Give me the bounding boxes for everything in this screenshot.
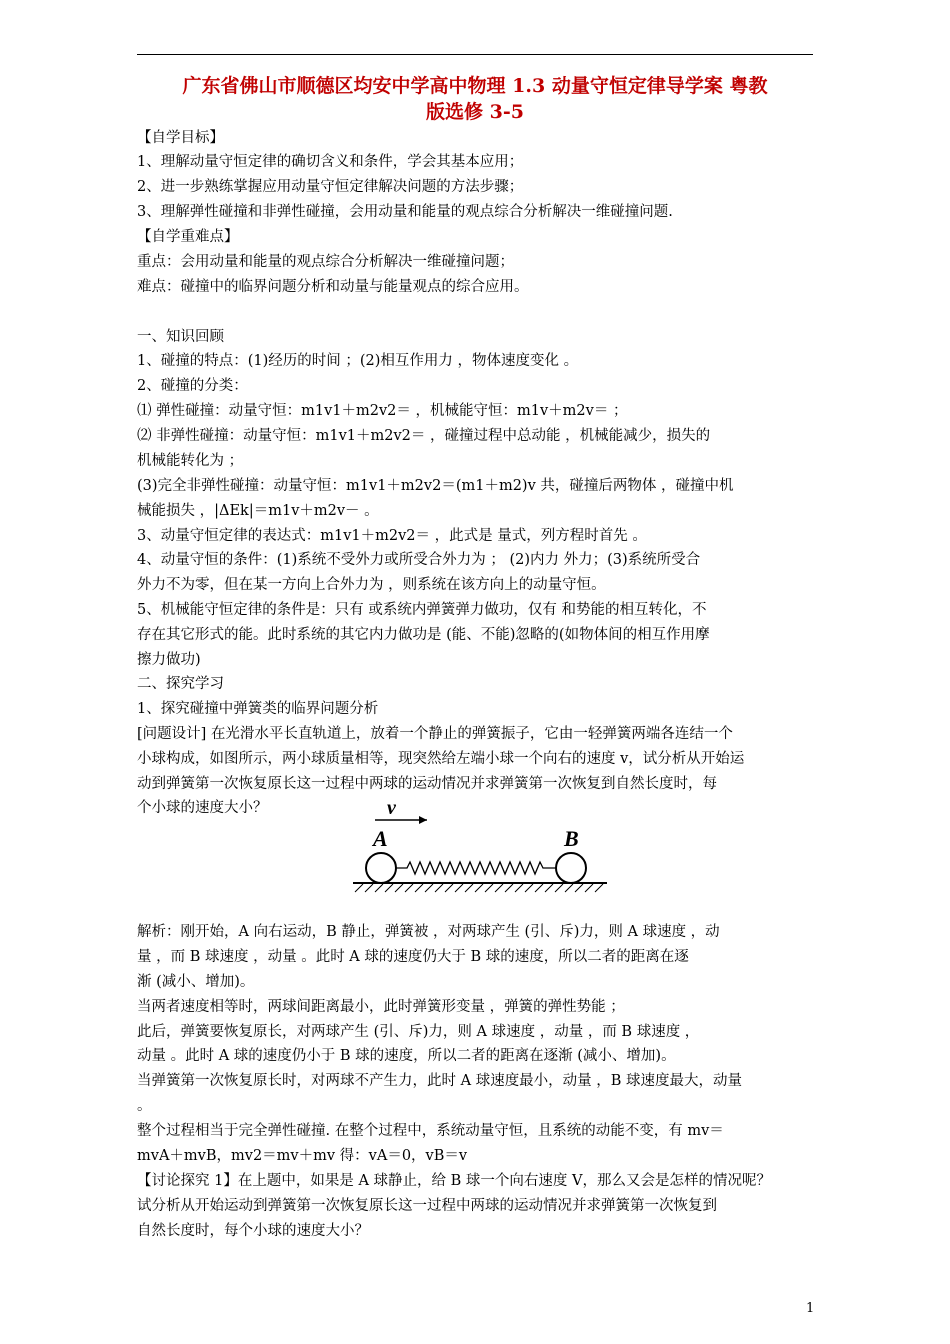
analysis-1: 解析：刚开始，A 向右运动，B 静止，弹簧被 ，对两球产生 (引、斥)力，则 A 球速度 ，动 [137, 924, 720, 940]
review-2-1: ⑴ 弹性碰撞：动量守恒：m1v1＋m2v2＝ ，机械能守恒：m1v＋m2v＝ ； [137, 403, 628, 419]
problem-line-1: [问题设计] 在光滑水平长直轨道上，放着一个静止的弹簧振子，它由一轻弹簧两端各连结一个 [137, 726, 733, 742]
spring-oscillator-figure [345, 796, 615, 896]
summary-2: mvA＋mvB，mv2＝mv＋mv 得：vA＝0，vB＝v [137, 1148, 468, 1164]
review-1: 1、碰撞的特点：(1)经历的时间 ；(2)相互作用力 ，物体速度变化 。 [137, 353, 579, 369]
ball-b [556, 853, 586, 883]
title-line-2: 版选修 3-5 [426, 101, 524, 123]
review-2-3a: (3)完全非弹性碰撞：动量守恒：m1v1＋m2v2＝(m1＋m2)v 共，碰撞后两物体 ，碰撞中机 [137, 478, 734, 494]
goal-2: 2、进一步熟练掌握应用动量守恒定律解决问题的方法步骤； [137, 179, 524, 195]
problem-line-3: 动到弹簧第一次恢复原长这一过程中两球的运动情况并求弹簧第一次恢复到自然长度时，每 [137, 776, 717, 792]
analysis-5: 此后，弹簧要恢复原长，对两球产生 (引、斥)力，则 A 球速度 ，动量 ，而 B 球速度 ， [137, 1024, 700, 1040]
ball-a [366, 853, 396, 883]
review-2-2a: ⑵ 非弹性碰撞：动量守恒：m1v1＋m2v2＝ ，碰撞过程中总动能 ，机械能减少，损失的 [137, 428, 711, 444]
review-2: 2、碰撞的分类： [137, 378, 248, 394]
discussion-1: 【讨论探究 1】在上题中，如果是 A 球静止，给 B 球一个向右速度 V，那么又会是怎样的情况呢？ [137, 1173, 771, 1189]
title-line-1: 广东省佛山市顺德区均安中学高中物理 1.3 动量守恒定律导学案 粤教 [182, 75, 768, 97]
discussion-2: 试分析从开始运动到弹簧第一次恢复原长这一过程中两球的运动情况并求弹簧第一次恢复到 [137, 1198, 717, 1214]
goal-3: 3、理解弹性碰撞和非弹性碰撞，会用动量和能量的观点综合分析解决一维碰撞问题. [137, 204, 673, 220]
velocity-label: v [387, 797, 396, 819]
discussion-3: 自然长度时，每个小球的速度大小？ [137, 1223, 369, 1239]
analysis-4: 当两者速度相等时，两球间距离最小，此时弹簧形变量 ，弹簧的弹性势能 ； [137, 999, 625, 1015]
review-3: 3、动量守恒定律的表达式：m1v1＋m2v2＝ ，此式是 量式，列方程时首先 。 [137, 528, 647, 544]
goal-1: 1、理解动量守恒定律的确切含义和条件，学会其基本应用； [137, 154, 524, 170]
summary-1: 整个过程相当于完全弹性碰撞. 在整个过程中，系统动量守恒，且系统的动能不变，有 mv＝ [137, 1123, 724, 1139]
review-4b: 外力不为零，但在某一方向上合外力为 ，则系统在该方向上的动量守恒。 [137, 577, 606, 593]
review-4a: 4、动量守恒的条件：(1)系统不受外力或所受合外力为 ； (2)内力 外力；(3)系统所受合 [137, 552, 701, 568]
heading-goals: 【自学目标】 [137, 130, 224, 146]
analysis-2: 量 ，而 B 球速度 ，动量 。此时 A 球的速度仍大于 B 球的速度，所以二者的距离在逐 [137, 949, 689, 965]
ball-b-label: B [564, 826, 579, 851]
problem-line-2: 小球构成，如图所示，两小球质量相等，现突然给左端小球一个向右的速度 v，试分析从开始运 [137, 751, 745, 767]
key-point: 重点：会用动量和能量的观点综合分析解决一维碰撞问题； [137, 254, 514, 270]
analysis-3: 渐 (减小、增加)。 [137, 974, 255, 990]
analysis-8: 。 [137, 1098, 152, 1114]
page-number: 1 [806, 1301, 815, 1316]
problem-line-4: 个小球的速度大小？ [137, 800, 268, 816]
document-title [137, 73, 813, 125]
section-explore: 二、探究学习 [137, 676, 224, 692]
review-2-2b: 机械能转化为 ； [137, 453, 244, 469]
review-5b: 存在其它形式的能。此时系统的其它内力做功是 (能、不能)忽略的(如物体间的相互作用摩 [137, 627, 710, 643]
ground-hatching [355, 884, 603, 892]
heading-key-points: 【自学重难点】 [137, 229, 239, 245]
analysis-7: 当弹簧第一次恢复原长时，对两球不产生力，此时 A 球速度最小，动量 ，B 球速度最大，动量 [137, 1073, 743, 1089]
ball-a-label: A [373, 826, 388, 851]
review-5a: 5、机械能守恒定律的条件是：只有 或系统内弹簧弹力做功，仅有 和势能的相互转化，不 [137, 602, 707, 618]
header-rule [137, 54, 813, 55]
review-5c: 擦力做功) [137, 652, 201, 668]
difficult-point: 难点：碰撞中的临界问题分析和动量与能量观点的综合应用。 [137, 279, 529, 295]
spring [396, 862, 556, 874]
review-2-3b: 械能损失 ，|ΔEk|＝m1v＋m2v－ 。 [137, 503, 379, 519]
explore-1: 1、探究碰撞中弹簧类的临界问题分析 [137, 701, 379, 717]
velocity-arrowhead [419, 816, 427, 824]
analysis-6: 动量 。此时 A 球的速度仍小于 B 球的速度，所以二者的距离在逐渐 (减小、增加)。 [137, 1048, 676, 1064]
section-review: 一、知识回顾 [137, 329, 224, 345]
